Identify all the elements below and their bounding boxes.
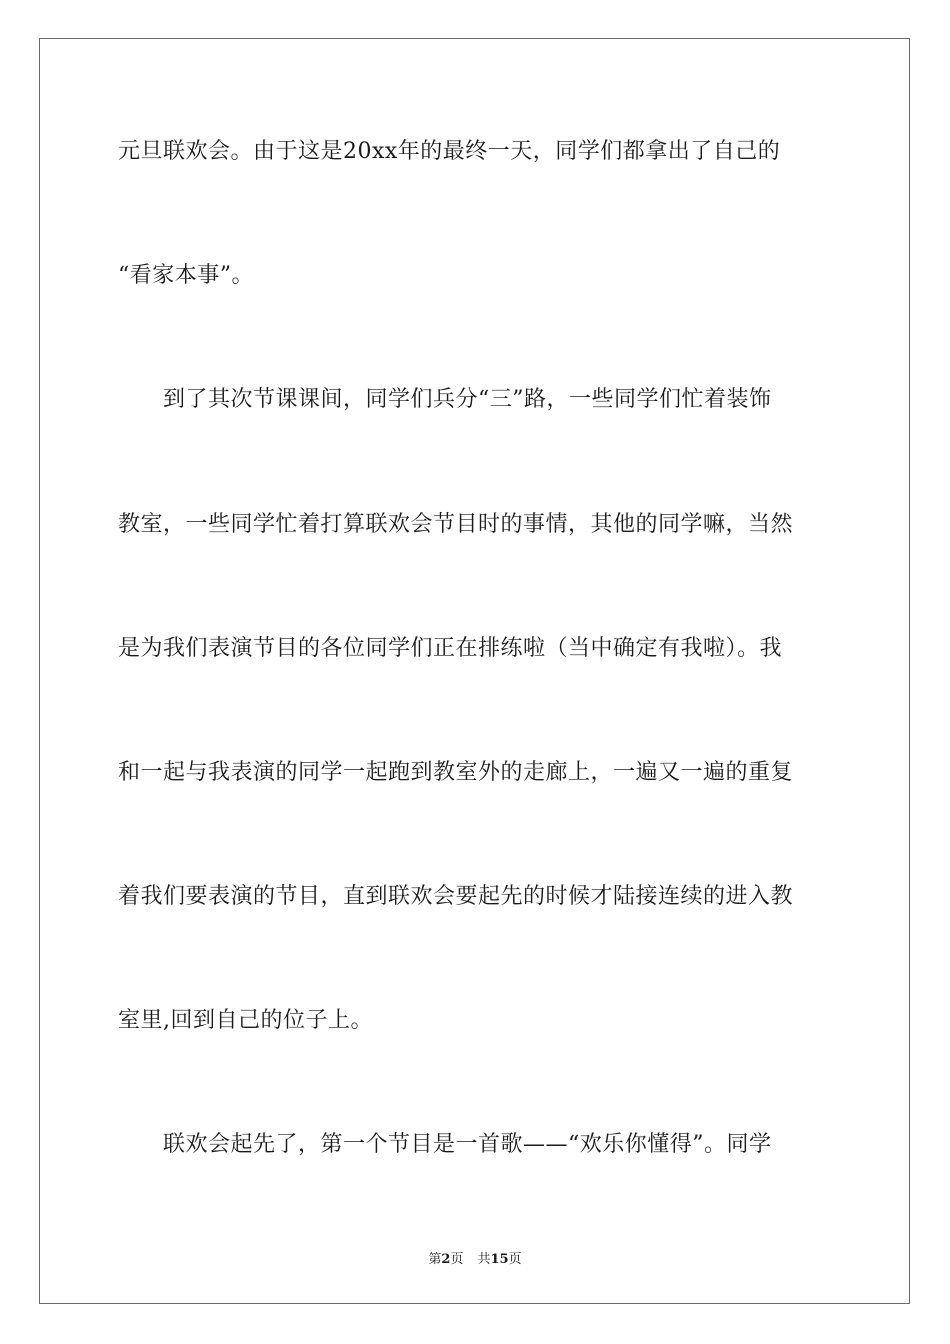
footer-page-prefix: 第 [428,1252,442,1267]
body-line-8: 室里,回到自己的位子上。 [118,1008,373,1033]
body-line-2: “看家本事”。 [118,263,254,288]
footer-total-prefix: 共 [477,1252,491,1267]
footer-total-pages: 15 [490,1252,509,1267]
footer-total-suffix: 页 [508,1252,522,1267]
body-line-1: 元旦联欢会。由于这是20xx年的最终一天，同学们都拿出了自己的 [118,139,781,164]
page-border [39,38,910,1304]
body-line-4: 教室，一些同学忙着打算联欢会节目时的事情，其他的同学嘛，当然 [118,512,794,537]
body-line-3: 到了其次节课课间，同学们兵分“三”路，一些同学们忙着装饰 [118,387,772,412]
page-footer [0,1248,950,1267]
body-line-7: 着我们要表演的节目，直到联欢会要起先的时候才陆接连续的进入教 [118,884,794,909]
body-line-6: 和一起与我表演的同学一起跑到教室外的走廊上，一遍又一遍的重复 [118,760,794,785]
footer-page-suffix: 页 [450,1252,464,1267]
body-line-5: 是为我们表演节目的各位同学们正在排练啦（当中确定有我啦）。我 [118,636,783,661]
footer-page-number: 2 [441,1252,451,1267]
body-line-9: 联欢会起先了，第一个节目是一首歌——“欢乐你懂得”。同学 [118,1132,772,1157]
